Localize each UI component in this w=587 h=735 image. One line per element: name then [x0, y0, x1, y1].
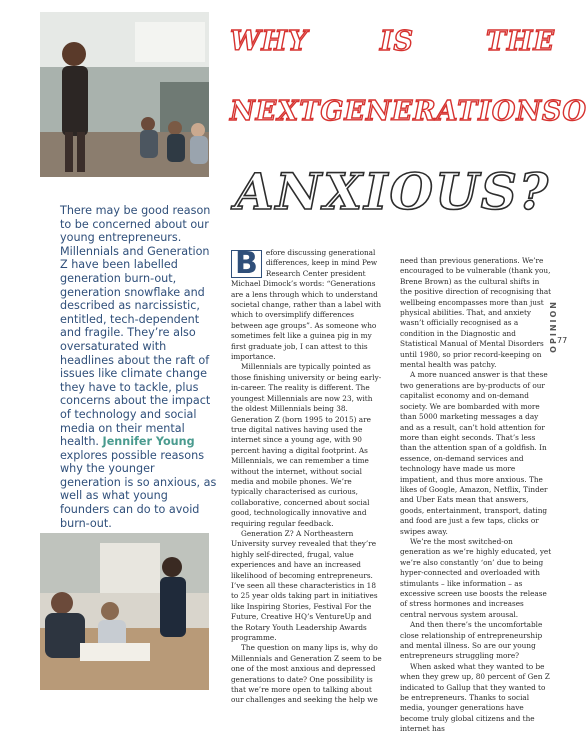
- page-number: 77: [557, 336, 568, 345]
- headline-word: SO: [542, 96, 587, 127]
- woman-presenting-photo: [40, 12, 209, 177]
- author-name: Jennifer Young: [102, 435, 195, 449]
- paragraph: A more nuanced answer is that these two generations are by-products of our capitalist economy and on-demand society. We are bombarded with more than 5000 marketing messages a day and as a result, can’t hold attention for more than eight seconds. That’s less than the attention span of a goldfish. In essence, on-demand services and technology have made us more impatient, and thus more anxious. The likes of Google, Amazon, Netflix, Tinder and Uber Eats mean that answers, goods, entertainment, transport, dating and food are just a few taps, clicks or swipes away.: [400, 370, 548, 536]
- headline-word: THE: [485, 26, 555, 57]
- section-label: OPINION: [549, 300, 558, 353]
- paragraph: We’re the most switched-on generation as we’re highly educated, yet we’re also constantly ‘on’ due to being hyper-connected and overloaded with stimulants – like information – as excessive screen use boosts the release of stress hormones and increases central nervous system arousal.: [400, 536, 552, 619]
- paragraph: When asked what they wanted to be when they grew up, 80 percent of Gen Z indicated to Gallup that they wanted to be entrepreneurs. Thanks to social media, younger generations have become truly global citizens and the internet has: [400, 661, 550, 734]
- headline-anxious: ANXIOUS?: [234, 162, 551, 221]
- paragraph: need than previous generations. We’re encouraged to be vulnerable (thank you, Brene Brown) as the cultural shifts in the positive direction of recognising that wellbeing encompasses more than just physical abilities. That, and anxiety wasn’t officially recognised as a condition in the Diagnostic and Statistical Manual of Mental Disorders until 1980, so prior record-keeping on mental health was patchy.: [400, 256, 552, 370]
- body-column-1: [231, 248, 383, 706]
- paragraph: [231, 248, 383, 362]
- drop-cap: B: [231, 250, 262, 278]
- body-column-2: [400, 256, 552, 735]
- headline-line-2: [230, 96, 587, 127]
- headline-line-1: [230, 26, 555, 57]
- headline-word: IS: [379, 26, 415, 57]
- standfirst-text: There may be good reason to be concerned about our young entrepreneurs. Millennials and Generation Z have been labelled generation burn-out, generation snowflake and described as narcissistic, entitled, tech-dependent and fragile. They’re also oversaturated with headlines about the raft of issues like climate change they have to tackle, plus concerns about the impact of technology and social media on their mental health.: [60, 204, 211, 449]
- workshop-photo: [40, 533, 209, 690]
- headline-word: NEXT: [230, 96, 321, 127]
- paragraph: Generation Z? A Northeastern University survey revealed that they’re highly self-directed, frugal, value experiences and have an increased likelihood of becoming entrepreneurs. I’ve seen all these characteristics in 18 to 25 year olds taking part in initiatives like Inspiring Stories, Festival For the Future, Creative HQ’s VentureUp and the Rotary Youth Leadership Awards programme.: [231, 528, 378, 643]
- standfirst: [60, 204, 218, 530]
- paragraph: And then there’s the uncomfortable close relationship of entrepreneurship and mental illness. So are our young entrepreneurs struggling more?: [400, 620, 543, 661]
- standfirst-text-after: explores possible reasons why the younger generation is so anxious, as well as what young founders can do to avoid burn-out.: [60, 448, 217, 530]
- headline-word: GENERATION: [320, 96, 543, 127]
- paragraph: The question on many lips is, why do Millennials and Generation Z seem to be one of the most anxious and depressed generations to date? One possibility is that we’re more open to talking about our challenges and seeking the help we: [231, 643, 382, 705]
- headline-word: WHY: [230, 26, 309, 57]
- paragraph: Millennials are typically pointed as those finishing university or being early-in-career. The reality is different. The youngest Millennials are now 23, with the oldest Millennials being 38. Generation Z (born 1995 to 2015) are true digital natives having used the internet since a young age, with 90 percent having a digital footprint. As Millennials, we can remember a time without the internet, without social media and mobile phones. We’re typically characterised as curious, collaborative, concerned about social good, technologically innovative and requiring regular feedback.: [231, 362, 382, 528]
- paragraph-text: efore discussing generational differences, keep in mind Pew Research Center president Michael Dimock’s words: “Generations are a lens through which to understand societal change, rather than a label with which to oversimplify differences between age groups”. As someone who sometimes felt like a guinea pig in my first graduate job, I can attest to this importance.: [231, 248, 382, 362]
